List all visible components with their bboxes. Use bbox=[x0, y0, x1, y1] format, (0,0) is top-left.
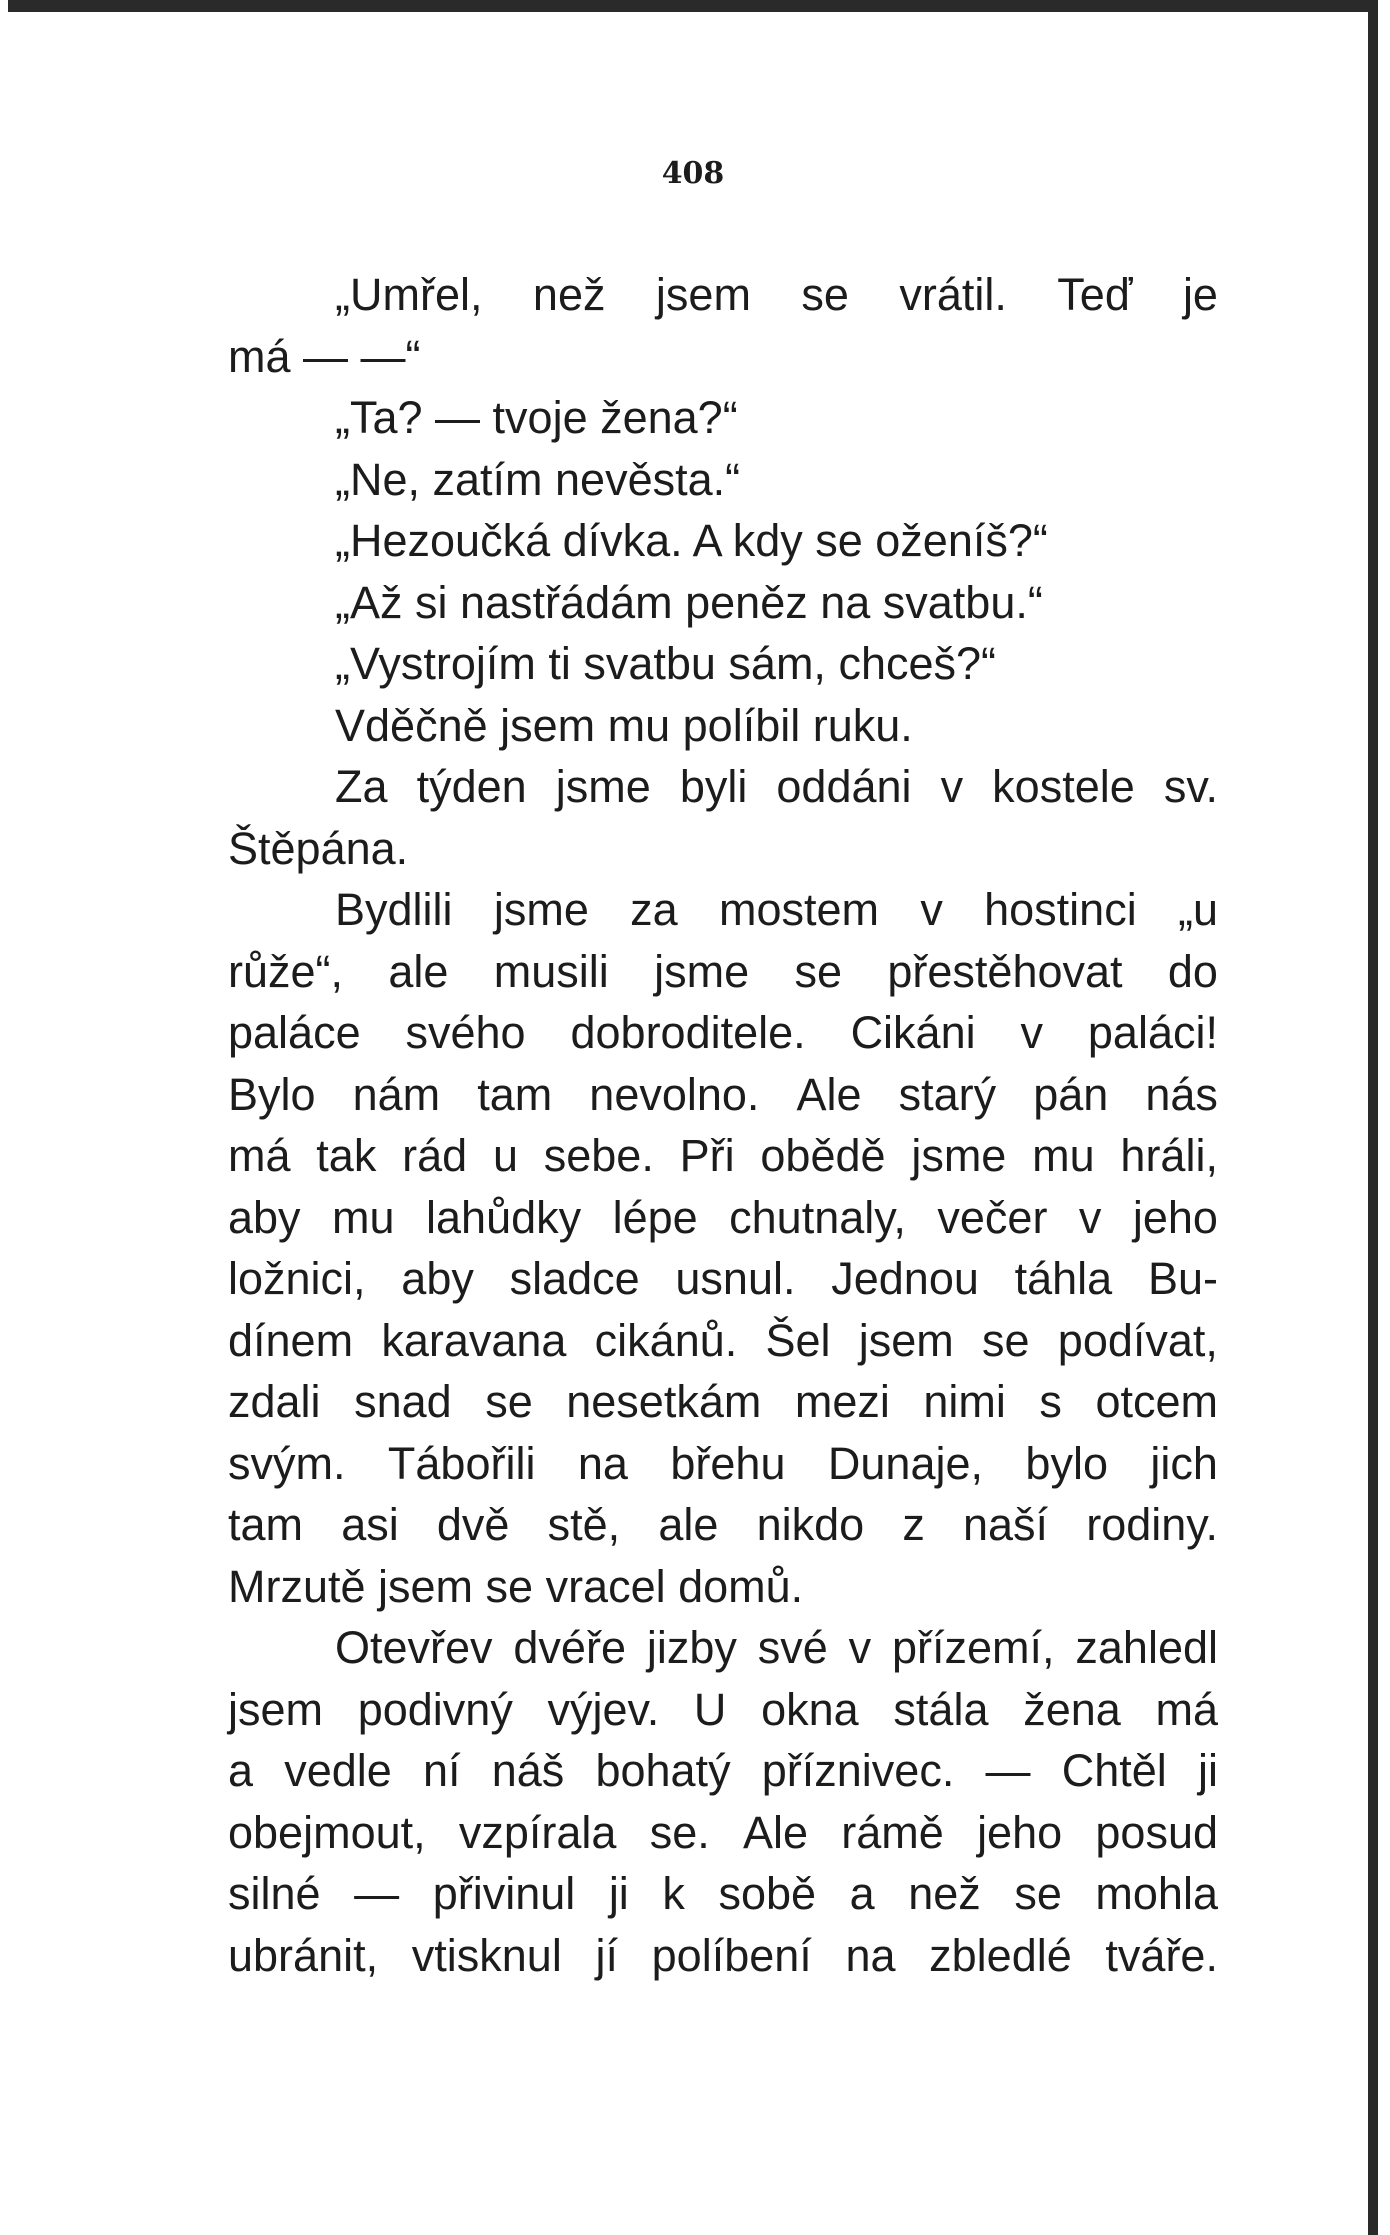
text-line: Štěpána. bbox=[228, 822, 409, 874]
word: v bbox=[848, 1622, 872, 1673]
word: Bydlili bbox=[335, 884, 453, 935]
word: Při bbox=[679, 1130, 735, 1181]
word: snad bbox=[354, 1376, 452, 1427]
word: vedle bbox=[284, 1745, 392, 1796]
word: byli bbox=[679, 761, 748, 812]
word: obejmout, bbox=[228, 1806, 426, 1858]
word: „u bbox=[1177, 884, 1218, 935]
word: vzpírala bbox=[458, 1806, 617, 1858]
text-line bbox=[228, 1863, 1218, 1925]
word: svým. bbox=[228, 1437, 346, 1489]
text-line: Mrzutě jsem se vracel domů. bbox=[228, 1560, 804, 1612]
word: k bbox=[662, 1868, 685, 1919]
word: večer bbox=[937, 1191, 1048, 1243]
word: jeho bbox=[1132, 1191, 1218, 1243]
book-page bbox=[8, 0, 1378, 2235]
word: jsme bbox=[654, 945, 750, 997]
word: starý bbox=[898, 1068, 997, 1120]
word: ale bbox=[658, 1499, 719, 1550]
word: Tábořili bbox=[387, 1437, 536, 1489]
word: obědě bbox=[760, 1130, 886, 1181]
word: na bbox=[577, 1437, 628, 1489]
word: ubránit, bbox=[228, 1929, 379, 1981]
word: z bbox=[902, 1499, 925, 1550]
word: podivný bbox=[357, 1683, 513, 1735]
word: stála bbox=[893, 1683, 989, 1735]
word: cikánů. bbox=[594, 1314, 738, 1366]
word: chutnaly, bbox=[729, 1191, 906, 1243]
word: asi bbox=[341, 1499, 399, 1550]
word: jsme bbox=[555, 761, 651, 812]
word: jsme bbox=[493, 884, 589, 935]
word: dínem bbox=[228, 1314, 354, 1366]
text-line bbox=[228, 1802, 1218, 1864]
word: Ale bbox=[796, 1068, 862, 1120]
word: paláce bbox=[228, 1007, 361, 1058]
word: U bbox=[693, 1683, 727, 1735]
word: usnul. bbox=[675, 1253, 796, 1304]
word: vtisknul bbox=[411, 1929, 562, 1981]
word: je bbox=[1182, 269, 1218, 320]
word: ale bbox=[388, 945, 449, 997]
word: v bbox=[1020, 1007, 1043, 1058]
word: nám bbox=[352, 1068, 441, 1120]
text-line bbox=[228, 1740, 1218, 1802]
word: mostem bbox=[718, 884, 880, 935]
word: Bylo bbox=[228, 1068, 316, 1120]
page-number: 408 bbox=[661, 156, 725, 191]
word: tváře. bbox=[1105, 1929, 1218, 1981]
word: jich bbox=[1150, 1437, 1218, 1489]
text-line bbox=[228, 1187, 1218, 1249]
word: nimi bbox=[923, 1376, 1006, 1427]
word: posud bbox=[1095, 1806, 1218, 1858]
word: bylo bbox=[1025, 1437, 1108, 1489]
word: „Umřel, bbox=[335, 269, 483, 320]
text-line bbox=[228, 1679, 1218, 1741]
word: a bbox=[849, 1868, 875, 1919]
word: zbledlé bbox=[929, 1929, 1072, 1981]
word: v bbox=[1078, 1191, 1102, 1243]
text-line bbox=[228, 756, 1218, 818]
word: na bbox=[845, 1929, 896, 1981]
word: za bbox=[630, 884, 678, 935]
word: jsem bbox=[655, 269, 751, 320]
text-line bbox=[228, 1125, 1218, 1187]
text-line bbox=[228, 1064, 1218, 1126]
text-line bbox=[228, 1433, 1218, 1495]
word: příznivec. bbox=[761, 1745, 955, 1796]
word: naší bbox=[963, 1499, 1049, 1550]
word: má bbox=[228, 1130, 291, 1181]
word: se bbox=[982, 1314, 1030, 1366]
text-line: „Ta? — tvoje žena?“ bbox=[335, 392, 738, 443]
text-line: má — —“ bbox=[228, 330, 421, 382]
word: musili bbox=[493, 945, 609, 997]
word: se bbox=[1014, 1868, 1062, 1919]
word: Jednou bbox=[831, 1253, 979, 1304]
word: hráli, bbox=[1120, 1130, 1218, 1181]
text-line bbox=[228, 1002, 1218, 1064]
word: má bbox=[1155, 1683, 1218, 1735]
word: rámě bbox=[841, 1806, 944, 1858]
word: růže“, bbox=[228, 945, 344, 997]
text-line bbox=[228, 1371, 1218, 1433]
word: podívat, bbox=[1057, 1314, 1218, 1366]
word: Dunaje, bbox=[827, 1437, 983, 1489]
word: jsem bbox=[228, 1683, 324, 1735]
text-line bbox=[228, 264, 1218, 326]
word: lépe bbox=[612, 1191, 698, 1243]
word: táhla bbox=[1014, 1253, 1113, 1304]
word: sladce bbox=[509, 1253, 640, 1304]
text-line bbox=[228, 1248, 1218, 1310]
word: přivinul bbox=[432, 1868, 576, 1919]
word: mezi bbox=[794, 1376, 890, 1427]
word: s bbox=[1039, 1376, 1062, 1427]
word: výjev. bbox=[547, 1683, 660, 1735]
text-line bbox=[228, 1494, 1218, 1556]
word: jeho bbox=[977, 1806, 1063, 1858]
word: silné bbox=[228, 1868, 321, 1919]
text-line bbox=[228, 1925, 1218, 1987]
text-line: „Až si nastřádám peněz na svatbu.“ bbox=[335, 576, 1043, 628]
word: než bbox=[908, 1868, 981, 1919]
word: jizby bbox=[646, 1622, 737, 1673]
word: přestěhovat bbox=[887, 945, 1123, 997]
word: tak bbox=[316, 1130, 377, 1181]
word: ní bbox=[422, 1745, 461, 1796]
word: rodiny. bbox=[1086, 1499, 1218, 1550]
word: aby bbox=[401, 1253, 474, 1304]
word: mu bbox=[332, 1191, 395, 1243]
word: do bbox=[1167, 945, 1218, 997]
word: jí bbox=[595, 1929, 618, 1981]
word: políbení bbox=[651, 1929, 812, 1981]
word: sobě bbox=[718, 1868, 817, 1919]
word: Chtěl bbox=[1061, 1745, 1167, 1796]
text-line bbox=[228, 1617, 1218, 1679]
word: mohla bbox=[1095, 1868, 1218, 1919]
body-text bbox=[228, 264, 1218, 1986]
word: se. bbox=[649, 1806, 710, 1858]
word: oddáni bbox=[776, 761, 912, 812]
text-line bbox=[228, 941, 1218, 1003]
word: Za bbox=[335, 761, 388, 812]
word: ložnici, bbox=[228, 1253, 366, 1304]
word: Bu- bbox=[1147, 1253, 1218, 1304]
word: týden bbox=[416, 761, 527, 812]
word: přízemí, bbox=[891, 1622, 1055, 1673]
word: mu bbox=[1032, 1130, 1095, 1181]
text-line: „Vystrojím ti svatbu sám, chceš?“ bbox=[335, 638, 997, 689]
word: bohatý bbox=[595, 1745, 731, 1796]
word: ji bbox=[608, 1868, 629, 1919]
word: dvě bbox=[436, 1499, 510, 1550]
word: svého bbox=[405, 1007, 526, 1058]
word: Cikáni bbox=[850, 1007, 976, 1058]
word: nesetkám bbox=[566, 1376, 762, 1427]
word: Šel bbox=[765, 1314, 831, 1366]
word: aby bbox=[228, 1191, 301, 1243]
word: sebe. bbox=[543, 1130, 654, 1181]
word: břehu bbox=[670, 1437, 786, 1489]
word: své bbox=[757, 1622, 828, 1673]
word: jsme bbox=[911, 1130, 1007, 1181]
word: rád bbox=[402, 1130, 468, 1181]
word: Otevřev bbox=[335, 1622, 493, 1673]
word: — bbox=[985, 1745, 1031, 1796]
word: se bbox=[801, 269, 849, 320]
word: pán bbox=[1033, 1068, 1109, 1120]
word: nás bbox=[1145, 1068, 1218, 1120]
text-line: „Ne, zatím nevěsta.“ bbox=[335, 453, 741, 505]
text-line: „Hezoučká dívka. A kdy se oženíš?“ bbox=[335, 515, 1048, 566]
word: kostele bbox=[992, 761, 1135, 812]
word: tam bbox=[477, 1068, 553, 1120]
word: dobroditele. bbox=[570, 1007, 806, 1058]
word: nevolno. bbox=[589, 1068, 760, 1120]
word: sv. bbox=[1163, 761, 1218, 812]
word: u bbox=[492, 1130, 518, 1181]
word: tam bbox=[228, 1499, 304, 1550]
word: otcem bbox=[1095, 1376, 1218, 1427]
word: karavana bbox=[381, 1314, 567, 1366]
word: nikdo bbox=[756, 1499, 865, 1550]
word: — bbox=[354, 1868, 400, 1919]
word: v bbox=[920, 884, 943, 935]
word: Ale bbox=[742, 1806, 809, 1858]
text-line bbox=[228, 879, 1218, 941]
word: jsem bbox=[858, 1314, 954, 1366]
word: hostinci bbox=[984, 884, 1137, 935]
text-line bbox=[228, 1310, 1218, 1372]
word: než bbox=[532, 269, 606, 320]
word: zdali bbox=[228, 1376, 321, 1427]
word: v bbox=[940, 761, 964, 812]
word: se bbox=[485, 1376, 533, 1427]
word: dvéře bbox=[513, 1622, 626, 1673]
word: se bbox=[794, 945, 843, 997]
word: náš bbox=[491, 1745, 565, 1796]
word: lahůdky bbox=[426, 1191, 582, 1243]
word: Teď bbox=[1057, 269, 1133, 320]
word: stě, bbox=[547, 1499, 621, 1550]
word: vrátil. bbox=[899, 269, 1007, 320]
word: zahledl bbox=[1075, 1622, 1218, 1673]
word: paláci! bbox=[1087, 1007, 1218, 1058]
word: žena bbox=[1023, 1683, 1121, 1735]
word: okna bbox=[761, 1683, 859, 1735]
text-line: Vděčně jsem mu políbil ruku. bbox=[335, 699, 913, 751]
word: ji bbox=[1197, 1745, 1218, 1796]
word: a bbox=[228, 1745, 254, 1796]
